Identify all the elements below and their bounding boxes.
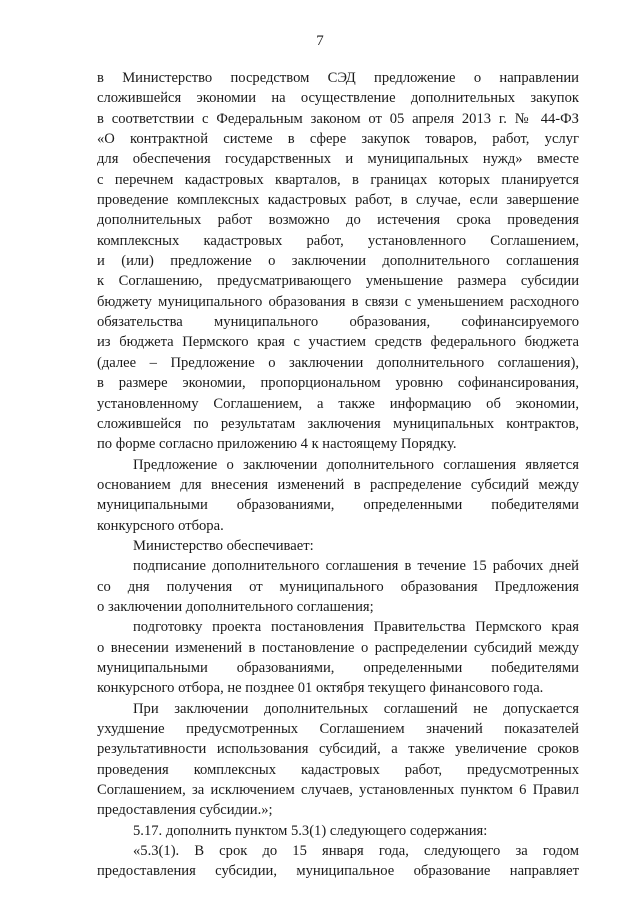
text-line: в размере экономии, пропорциональном уровню софинансирования,	[97, 375, 579, 392]
text-line: к Соглашению, предусматривающего уменьшение размера субсидии	[97, 273, 579, 290]
text-line: конкурсного отбора, не позднее 01 октября текущего финансового года.	[97, 680, 544, 697]
text-line: предоставления субсидии, муниципальное образование направляет	[97, 863, 579, 880]
text-line: Соглашением, за исключением случаев, установленных пунктом 6 Правил	[97, 782, 579, 799]
text-line: 5.17. дополнить пунктом 5.3(1) следующего содержания:	[133, 822, 488, 839]
paragraph	[97, 821, 579, 841]
text-line: Министерство обеспечивает:	[133, 537, 314, 554]
text-line: обязательства муниципального образования, софинансируемого	[97, 314, 579, 331]
paragraph	[97, 617, 579, 698]
text-line: из бюджета Пермского края с участием средств федерального бюджета	[97, 334, 579, 351]
paragraph	[97, 455, 579, 536]
paragraph	[97, 536, 579, 556]
text-line: дополнительных работ возможно до истечения срока проведения	[97, 212, 579, 229]
text-line: для обеспечения государственных и муниципальных нужд» вместе	[97, 151, 579, 168]
text-line: основанием для внесения изменений в распределение субсидий между	[97, 476, 579, 493]
text-line: подписание дополнительного соглашения в течение 15 рабочих дней	[133, 558, 579, 575]
paragraph	[97, 841, 579, 882]
paragraph	[97, 68, 579, 455]
text-line: муниципальными образованиями, определенными победителями	[97, 497, 579, 514]
page-number: 7	[316, 33, 324, 49]
text-line: установленному Соглашением, а также информацию об экономии,	[97, 395, 579, 412]
text-line: подготовку проекта постановления Правительства Пермского края	[133, 619, 579, 636]
paragraph	[97, 699, 579, 821]
text-line: о внесении изменений в постановление о распределении субсидий между	[97, 639, 579, 656]
text-line: (далее – Предложение о заключении дополнительного соглашения),	[97, 354, 579, 371]
text-line: бюджету муниципального образования в связи с уменьшением расходного	[97, 293, 579, 310]
text-line: При заключении дополнительных соглашений не допускается	[133, 700, 579, 717]
text-line: и (или) предложение о заключении дополнительного соглашения	[97, 253, 579, 270]
text-line: конкурсного отбора.	[97, 517, 224, 534]
text-line: «5.3(1). В срок до 15 января года, следующего за годом	[133, 843, 579, 860]
text-line: «О контрактной системе в сфере закупок товаров, работ, услуг	[97, 131, 579, 148]
paragraph	[97, 556, 579, 617]
text-line: Предложение о заключении дополнительного соглашения является	[133, 456, 579, 473]
text-line: со дня получения от муниципального образования Предложения	[97, 578, 579, 595]
text-line: проведения комплексных кадастровых работ, предусмотренных	[97, 761, 579, 778]
text-line: в Министерство посредством СЭД предложение о направлении	[97, 70, 579, 86]
text-line: предоставления субсидии.»;	[97, 802, 273, 819]
text-line: результативности использования субсидий, а также увеличение сроков	[97, 741, 579, 758]
text-line: муниципальными образованиями, определенными победителями	[97, 659, 579, 676]
text-line: о заключении дополнительного соглашения;	[97, 598, 374, 615]
document-body	[97, 68, 579, 882]
text-line: ухудшение предусмотренных Соглашением значений показателей	[97, 721, 579, 737]
text-line: комплексных кадастровых работ, установленного Соглашением,	[97, 232, 579, 249]
text-line: сложившейся по результатам заключения муниципальных контрактов,	[97, 415, 579, 432]
text-line: проведение комплексных кадастровых работ, в случае, если завершение	[97, 192, 579, 209]
text-line: сложившейся экономии на осуществление дополнительных закупок	[97, 90, 579, 107]
text-line: по форме согласно приложению 4 к настоящему Порядку.	[97, 436, 457, 453]
text-line: в соответствии с Федеральным законом от 05 апреля 2013 г. № 44-ФЗ	[97, 110, 579, 127]
text-line: с перечнем кадастровых кварталов, в границах которых планируется	[97, 171, 579, 188]
